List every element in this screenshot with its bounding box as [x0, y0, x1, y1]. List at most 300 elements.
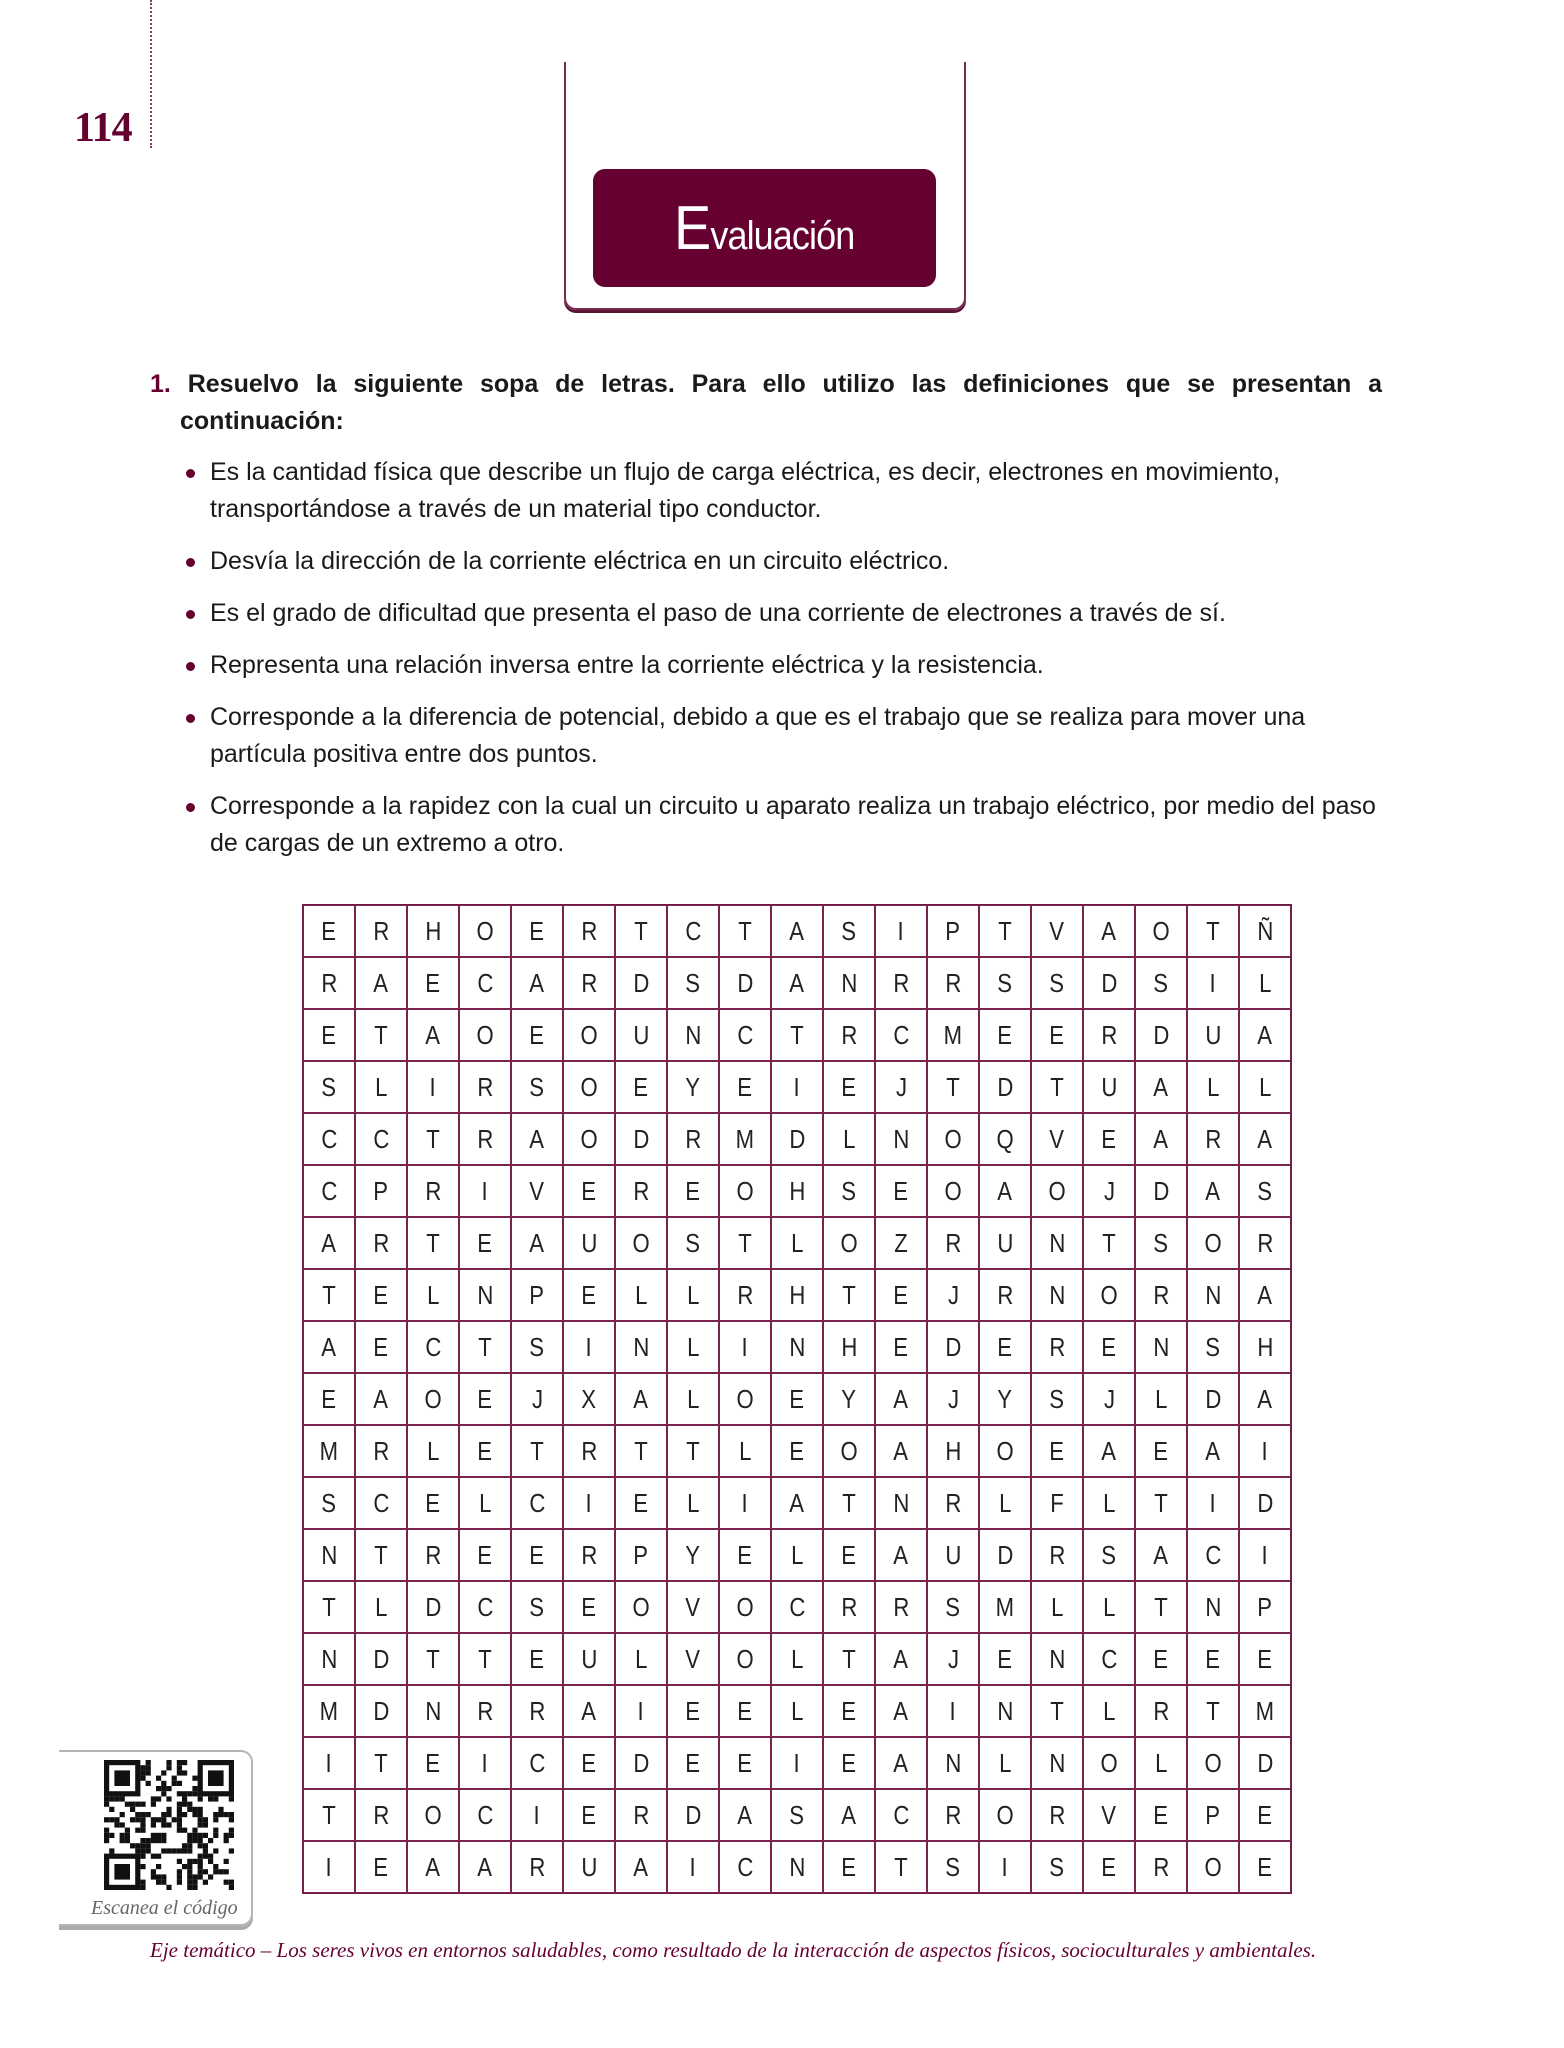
- grid-cell[interactable]: [1135, 905, 1187, 957]
- grid-cell[interactable]: [1083, 1061, 1135, 1113]
- grid-cell[interactable]: [1031, 1113, 1083, 1165]
- grid-cell[interactable]: [979, 1165, 1031, 1217]
- grid-cell[interactable]: [1083, 1789, 1135, 1841]
- grid-cell[interactable]: [823, 1425, 875, 1477]
- grid-cell[interactable]: [979, 1685, 1031, 1737]
- grid-cell[interactable]: [303, 1633, 355, 1685]
- grid-cell[interactable]: [927, 1009, 979, 1061]
- grid-cell[interactable]: [407, 905, 459, 957]
- grid-cell[interactable]: [1239, 1841, 1291, 1893]
- grid-cell[interactable]: [927, 1529, 979, 1581]
- grid-cell[interactable]: [407, 1061, 459, 1113]
- grid-cell[interactable]: [1239, 1737, 1291, 1789]
- grid-cell[interactable]: [1239, 1009, 1291, 1061]
- grid-cell[interactable]: [979, 1061, 1031, 1113]
- grid-cell[interactable]: [1135, 1165, 1187, 1217]
- grid-cell[interactable]: [407, 1685, 459, 1737]
- grid-cell[interactable]: [1083, 1113, 1135, 1165]
- grid-cell[interactable]: [563, 1165, 615, 1217]
- grid-cell[interactable]: [1135, 1633, 1187, 1685]
- grid-cell[interactable]: [1083, 1269, 1135, 1321]
- grid-cell[interactable]: [667, 1737, 719, 1789]
- grid-cell[interactable]: [1187, 1529, 1239, 1581]
- grid-cell[interactable]: [615, 1061, 667, 1113]
- grid-cell[interactable]: [563, 957, 615, 1009]
- grid-cell[interactable]: [1239, 1633, 1291, 1685]
- grid-cell[interactable]: [355, 1217, 407, 1269]
- grid-cell[interactable]: [355, 1633, 407, 1685]
- grid-cell[interactable]: [303, 1685, 355, 1737]
- grid-cell[interactable]: [563, 1737, 615, 1789]
- grid-cell[interactable]: [407, 1529, 459, 1581]
- grid-cell[interactable]: [771, 1789, 823, 1841]
- grid-cell[interactable]: [823, 905, 875, 957]
- grid-cell[interactable]: [771, 1269, 823, 1321]
- grid-cell[interactable]: [927, 1477, 979, 1529]
- grid-cell[interactable]: [1187, 1581, 1239, 1633]
- grid-cell[interactable]: [719, 1737, 771, 1789]
- grid-cell[interactable]: [1031, 1425, 1083, 1477]
- grid-cell[interactable]: [511, 1581, 563, 1633]
- grid-cell[interactable]: [771, 1061, 823, 1113]
- grid-cell[interactable]: [1187, 1841, 1239, 1893]
- grid-cell[interactable]: [459, 1529, 511, 1581]
- grid-cell[interactable]: [875, 905, 927, 957]
- grid-cell[interactable]: [355, 1477, 407, 1529]
- grid-cell[interactable]: [927, 1113, 979, 1165]
- grid-cell[interactable]: [407, 957, 459, 1009]
- grid-cell[interactable]: [459, 1061, 511, 1113]
- grid-cell[interactable]: [719, 1841, 771, 1893]
- grid-cell[interactable]: [407, 1009, 459, 1061]
- grid-cell[interactable]: [1135, 1321, 1187, 1373]
- grid-cell[interactable]: [355, 1373, 407, 1425]
- grid-cell[interactable]: [355, 905, 407, 957]
- grid-cell[interactable]: [459, 1737, 511, 1789]
- grid-cell[interactable]: [719, 1061, 771, 1113]
- grid-cell[interactable]: [615, 1217, 667, 1269]
- grid-cell[interactable]: [563, 1373, 615, 1425]
- grid-cell[interactable]: [771, 1581, 823, 1633]
- grid-cell[interactable]: [771, 1373, 823, 1425]
- grid-cell[interactable]: [1135, 1737, 1187, 1789]
- grid-cell[interactable]: [1135, 1217, 1187, 1269]
- grid-cell[interactable]: [1239, 1425, 1291, 1477]
- grid-cell[interactable]: [875, 1061, 927, 1113]
- grid-cell[interactable]: [1239, 1477, 1291, 1529]
- grid-cell[interactable]: [563, 1425, 615, 1477]
- grid-cell[interactable]: [979, 1269, 1031, 1321]
- grid-cell[interactable]: [407, 1113, 459, 1165]
- grid-cell[interactable]: [875, 1009, 927, 1061]
- grid-cell[interactable]: [823, 1737, 875, 1789]
- grid-cell[interactable]: [1031, 1477, 1083, 1529]
- grid-cell[interactable]: [667, 1425, 719, 1477]
- grid-cell[interactable]: [771, 905, 823, 957]
- grid-cell[interactable]: [303, 1529, 355, 1581]
- grid-cell[interactable]: [1135, 1061, 1187, 1113]
- grid-cell[interactable]: [979, 1737, 1031, 1789]
- grid-cell[interactable]: [563, 905, 615, 957]
- grid-cell[interactable]: [459, 905, 511, 957]
- grid-cell[interactable]: [1083, 1841, 1135, 1893]
- grid-cell[interactable]: [303, 1789, 355, 1841]
- grid-cell[interactable]: [1135, 1789, 1187, 1841]
- grid-cell[interactable]: [771, 1477, 823, 1529]
- grid-cell[interactable]: [459, 1685, 511, 1737]
- grid-cell[interactable]: [1187, 1373, 1239, 1425]
- grid-cell[interactable]: [875, 1789, 927, 1841]
- grid-cell[interactable]: [719, 1529, 771, 1581]
- grid-cell[interactable]: [1187, 1061, 1239, 1113]
- grid-cell[interactable]: [719, 1009, 771, 1061]
- grid-cell[interactable]: [1135, 1841, 1187, 1893]
- grid-cell[interactable]: [615, 1269, 667, 1321]
- grid-cell[interactable]: [303, 1061, 355, 1113]
- grid-cell[interactable]: [355, 1789, 407, 1841]
- grid-cell[interactable]: [511, 1217, 563, 1269]
- grid-cell[interactable]: [1239, 1529, 1291, 1581]
- grid-cell[interactable]: [875, 957, 927, 1009]
- grid-cell[interactable]: [1135, 957, 1187, 1009]
- grid-cell[interactable]: [303, 905, 355, 957]
- grid-cell[interactable]: [979, 1789, 1031, 1841]
- grid-cell[interactable]: [511, 1373, 563, 1425]
- grid-cell[interactable]: [303, 1841, 355, 1893]
- grid-cell[interactable]: [355, 1529, 407, 1581]
- grid-cell[interactable]: [719, 1425, 771, 1477]
- grid-cell[interactable]: [719, 905, 771, 957]
- grid-cell[interactable]: [459, 1841, 511, 1893]
- grid-cell[interactable]: [875, 1217, 927, 1269]
- grid-cell[interactable]: [823, 1217, 875, 1269]
- grid-cell[interactable]: [407, 1217, 459, 1269]
- grid-cell[interactable]: [1187, 1633, 1239, 1685]
- grid-cell[interactable]: [719, 1113, 771, 1165]
- grid-cell[interactable]: [355, 1685, 407, 1737]
- grid-cell[interactable]: [1187, 1113, 1239, 1165]
- grid-cell[interactable]: [1135, 1685, 1187, 1737]
- grid-cell[interactable]: [303, 1737, 355, 1789]
- grid-cell[interactable]: [1239, 1685, 1291, 1737]
- grid-cell[interactable]: [511, 1685, 563, 1737]
- grid-cell[interactable]: [1031, 1581, 1083, 1633]
- grid-cell[interactable]: [979, 1113, 1031, 1165]
- grid-cell[interactable]: [407, 1321, 459, 1373]
- grid-cell[interactable]: [771, 1425, 823, 1477]
- grid-cell[interactable]: [615, 905, 667, 957]
- grid-cell[interactable]: [927, 1425, 979, 1477]
- grid-cell[interactable]: [719, 1217, 771, 1269]
- grid-cell[interactable]: [823, 1113, 875, 1165]
- grid-cell[interactable]: [511, 957, 563, 1009]
- grid-cell[interactable]: [823, 1061, 875, 1113]
- grid-cell[interactable]: [355, 1113, 407, 1165]
- grid-cell[interactable]: [459, 1477, 511, 1529]
- grid-cell[interactable]: [979, 1529, 1031, 1581]
- grid-cell[interactable]: [615, 1789, 667, 1841]
- grid-cell[interactable]: [615, 1529, 667, 1581]
- grid-cell[interactable]: [927, 905, 979, 957]
- grid-cell[interactable]: [1031, 1529, 1083, 1581]
- grid-cell[interactable]: [771, 1737, 823, 1789]
- grid-cell[interactable]: [823, 1841, 875, 1893]
- grid-cell[interactable]: [1031, 905, 1083, 957]
- grid-cell[interactable]: [615, 1477, 667, 1529]
- grid-cell[interactable]: [927, 1269, 979, 1321]
- grid-cell[interactable]: [511, 1477, 563, 1529]
- grid-cell[interactable]: [407, 1373, 459, 1425]
- grid-cell[interactable]: [979, 905, 1031, 957]
- grid-cell[interactable]: [1031, 1165, 1083, 1217]
- grid-cell[interactable]: [1135, 1581, 1187, 1633]
- grid-cell[interactable]: [875, 1581, 927, 1633]
- grid-cell[interactable]: [303, 1477, 355, 1529]
- grid-cell[interactable]: [1135, 1529, 1187, 1581]
- grid-cell[interactable]: [303, 957, 355, 1009]
- grid-cell[interactable]: [979, 1425, 1031, 1477]
- grid-cell[interactable]: [615, 1737, 667, 1789]
- grid-cell[interactable]: [355, 1581, 407, 1633]
- grid-cell[interactable]: [615, 1685, 667, 1737]
- grid-cell[interactable]: [927, 1373, 979, 1425]
- grid-cell[interactable]: [823, 1789, 875, 1841]
- grid-cell[interactable]: [667, 957, 719, 1009]
- grid-cell[interactable]: [1187, 1269, 1239, 1321]
- grid-cell[interactable]: [875, 1321, 927, 1373]
- grid-cell[interactable]: [1187, 1321, 1239, 1373]
- grid-cell[interactable]: [1187, 1165, 1239, 1217]
- grid-cell[interactable]: [667, 1581, 719, 1633]
- grid-cell[interactable]: [719, 1633, 771, 1685]
- grid-cell[interactable]: [1031, 1633, 1083, 1685]
- grid-cell[interactable]: [511, 1841, 563, 1893]
- grid-cell[interactable]: [1031, 1373, 1083, 1425]
- grid-cell[interactable]: [459, 1113, 511, 1165]
- grid-cell[interactable]: [823, 957, 875, 1009]
- grid-cell[interactable]: [1135, 1269, 1187, 1321]
- grid-cell[interactable]: [927, 957, 979, 1009]
- grid-cell[interactable]: [407, 1581, 459, 1633]
- grid-cell[interactable]: [459, 1009, 511, 1061]
- grid-cell[interactable]: [407, 1737, 459, 1789]
- grid-cell[interactable]: [1083, 905, 1135, 957]
- grid-cell[interactable]: [667, 1113, 719, 1165]
- grid-cell[interactable]: [1031, 1061, 1083, 1113]
- grid-cell[interactable]: [511, 1529, 563, 1581]
- grid-cell[interactable]: [303, 1165, 355, 1217]
- grid-cell[interactable]: [771, 1841, 823, 1893]
- grid-cell[interactable]: [459, 1165, 511, 1217]
- grid-cell[interactable]: [355, 1269, 407, 1321]
- grid-cell[interactable]: [1187, 1685, 1239, 1737]
- grid-cell[interactable]: [563, 1685, 615, 1737]
- grid-cell[interactable]: [1031, 1737, 1083, 1789]
- grid-cell[interactable]: [563, 1217, 615, 1269]
- grid-cell[interactable]: [459, 1321, 511, 1373]
- grid-cell[interactable]: [407, 1269, 459, 1321]
- grid-cell[interactable]: [927, 1321, 979, 1373]
- grid-cell[interactable]: [927, 1685, 979, 1737]
- grid-cell[interactable]: [927, 1165, 979, 1217]
- grid-cell[interactable]: [615, 1009, 667, 1061]
- grid-cell[interactable]: [1083, 1529, 1135, 1581]
- grid-cell[interactable]: [303, 1009, 355, 1061]
- grid-cell[interactable]: [927, 1841, 979, 1893]
- grid-cell[interactable]: [1187, 1217, 1239, 1269]
- grid-cell[interactable]: [771, 1321, 823, 1373]
- grid-cell[interactable]: [355, 1009, 407, 1061]
- grid-cell[interactable]: [667, 905, 719, 957]
- grid-cell[interactable]: [615, 1633, 667, 1685]
- grid-cell[interactable]: [459, 1633, 511, 1685]
- grid-cell[interactable]: [719, 1477, 771, 1529]
- grid-cell[interactable]: [719, 1165, 771, 1217]
- grid-cell[interactable]: [563, 1061, 615, 1113]
- grid-cell[interactable]: [563, 1113, 615, 1165]
- grid-cell[interactable]: [1083, 1477, 1135, 1529]
- grid-cell[interactable]: [511, 1789, 563, 1841]
- grid-cell[interactable]: [719, 1685, 771, 1737]
- grid-cell[interactable]: [667, 1633, 719, 1685]
- grid-cell[interactable]: [1239, 1321, 1291, 1373]
- grid-cell[interactable]: [303, 1113, 355, 1165]
- grid-cell[interactable]: [719, 1789, 771, 1841]
- grid-cell[interactable]: [1239, 1217, 1291, 1269]
- grid-cell[interactable]: [823, 1633, 875, 1685]
- grid-cell[interactable]: [667, 1061, 719, 1113]
- grid-cell[interactable]: [875, 1425, 927, 1477]
- grid-cell[interactable]: [1031, 1841, 1083, 1893]
- grid-cell[interactable]: [875, 1269, 927, 1321]
- grid-cell[interactable]: [667, 1217, 719, 1269]
- grid-cell[interactable]: [355, 1425, 407, 1477]
- grid-cell[interactable]: [355, 1841, 407, 1893]
- grid-cell[interactable]: [1083, 957, 1135, 1009]
- grid-cell[interactable]: [1239, 1269, 1291, 1321]
- grid-cell[interactable]: [407, 1477, 459, 1529]
- grid-cell[interactable]: [563, 1581, 615, 1633]
- grid-cell[interactable]: [979, 1477, 1031, 1529]
- grid-cell[interactable]: [355, 1737, 407, 1789]
- grid-cell[interactable]: [823, 1009, 875, 1061]
- grid-cell[interactable]: [1031, 1685, 1083, 1737]
- grid-cell[interactable]: [875, 1737, 927, 1789]
- grid-cell[interactable]: [459, 1373, 511, 1425]
- grid-cell[interactable]: [875, 1841, 927, 1893]
- grid-cell[interactable]: [771, 1009, 823, 1061]
- grid-cell[interactable]: [1031, 1269, 1083, 1321]
- grid-cell[interactable]: [927, 1061, 979, 1113]
- grid-cell[interactable]: [979, 1321, 1031, 1373]
- grid-cell[interactable]: [1083, 1321, 1135, 1373]
- grid-cell[interactable]: [1031, 1009, 1083, 1061]
- grid-cell[interactable]: [1083, 1425, 1135, 1477]
- grid-cell[interactable]: [459, 1789, 511, 1841]
- grid-cell[interactable]: [615, 1321, 667, 1373]
- grid-cell[interactable]: [563, 1789, 615, 1841]
- grid-cell[interactable]: [667, 1685, 719, 1737]
- grid-cell[interactable]: [667, 1009, 719, 1061]
- grid-cell[interactable]: [615, 1841, 667, 1893]
- grid-cell[interactable]: [1135, 1477, 1187, 1529]
- grid-cell[interactable]: [459, 1217, 511, 1269]
- grid-cell[interactable]: [667, 1529, 719, 1581]
- grid-cell[interactable]: [459, 1269, 511, 1321]
- grid-cell[interactable]: [511, 1321, 563, 1373]
- grid-cell[interactable]: [1187, 957, 1239, 1009]
- grid-cell[interactable]: [1239, 1373, 1291, 1425]
- grid-cell[interactable]: [979, 1009, 1031, 1061]
- grid-cell[interactable]: [927, 1217, 979, 1269]
- grid-cell[interactable]: [303, 1373, 355, 1425]
- grid-cell[interactable]: [771, 957, 823, 1009]
- grid-cell[interactable]: [719, 1373, 771, 1425]
- grid-cell[interactable]: [823, 1321, 875, 1373]
- grid-cell[interactable]: [303, 1425, 355, 1477]
- grid-cell[interactable]: [511, 1425, 563, 1477]
- grid-cell[interactable]: [823, 1529, 875, 1581]
- grid-cell[interactable]: [1031, 1789, 1083, 1841]
- grid-cell[interactable]: [667, 1373, 719, 1425]
- grid-cell[interactable]: [1083, 1009, 1135, 1061]
- grid-cell[interactable]: [303, 1581, 355, 1633]
- grid-cell[interactable]: [719, 957, 771, 1009]
- grid-cell[interactable]: [1239, 905, 1291, 957]
- grid-cell[interactable]: [563, 1529, 615, 1581]
- grid-cell[interactable]: [823, 1477, 875, 1529]
- grid-cell[interactable]: [1239, 957, 1291, 1009]
- grid-cell[interactable]: [1135, 1009, 1187, 1061]
- grid-cell[interactable]: [511, 1113, 563, 1165]
- grid-cell[interactable]: [615, 1581, 667, 1633]
- grid-cell[interactable]: [615, 1165, 667, 1217]
- grid-cell[interactable]: [979, 957, 1031, 1009]
- grid-cell[interactable]: [927, 1633, 979, 1685]
- grid-cell[interactable]: [979, 1581, 1031, 1633]
- grid-cell[interactable]: [979, 1841, 1031, 1893]
- grid-cell[interactable]: [667, 1789, 719, 1841]
- grid-cell[interactable]: [719, 1321, 771, 1373]
- grid-cell[interactable]: [1031, 1217, 1083, 1269]
- grid-cell[interactable]: [459, 957, 511, 1009]
- grid-cell[interactable]: [563, 1633, 615, 1685]
- grid-cell[interactable]: [823, 1373, 875, 1425]
- grid-cell[interactable]: [771, 1217, 823, 1269]
- grid-cell[interactable]: [719, 1269, 771, 1321]
- grid-cell[interactable]: [823, 1269, 875, 1321]
- grid-cell[interactable]: [667, 1477, 719, 1529]
- grid-cell[interactable]: [1083, 1217, 1135, 1269]
- grid-cell[interactable]: [1239, 1113, 1291, 1165]
- grid-cell[interactable]: [1187, 905, 1239, 957]
- grid-cell[interactable]: [927, 1737, 979, 1789]
- grid-cell[interactable]: [823, 1581, 875, 1633]
- grid-cell[interactable]: [303, 1217, 355, 1269]
- grid-cell[interactable]: [615, 1373, 667, 1425]
- grid-cell[interactable]: [667, 1269, 719, 1321]
- grid-cell[interactable]: [667, 1165, 719, 1217]
- grid-cell[interactable]: [511, 905, 563, 957]
- grid-cell[interactable]: [407, 1841, 459, 1893]
- grid-cell[interactable]: [667, 1841, 719, 1893]
- grid-cell[interactable]: [875, 1633, 927, 1685]
- grid-cell[interactable]: [1083, 1373, 1135, 1425]
- grid-cell[interactable]: [1239, 1581, 1291, 1633]
- grid-cell[interactable]: [1083, 1737, 1135, 1789]
- grid-cell[interactable]: [1135, 1425, 1187, 1477]
- grid-cell[interactable]: [407, 1789, 459, 1841]
